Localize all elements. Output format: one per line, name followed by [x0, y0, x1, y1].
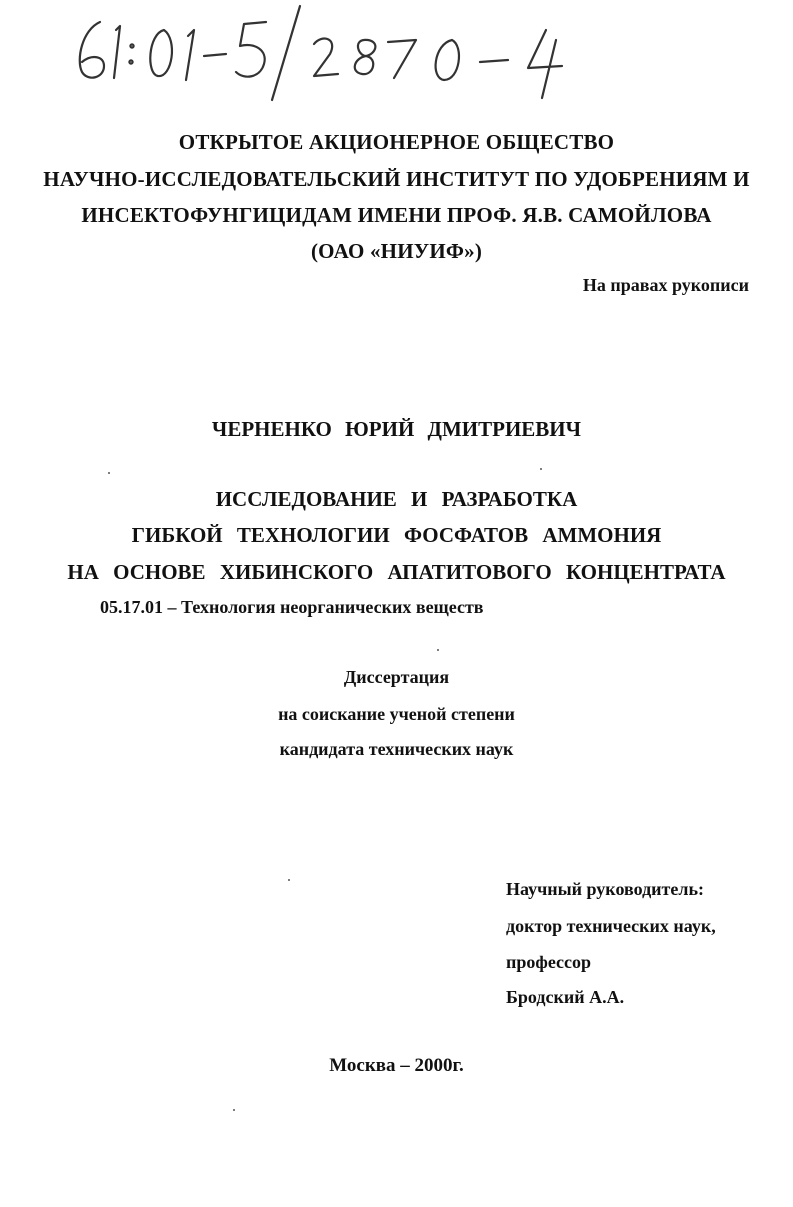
organization-line-3: ИНСЕКТОФУНГИЦИДАМ ИМЕНИ ПРОФ. Я.В. САМОЙЛОВА	[81, 203, 712, 227]
title-line-3: НА ОСНОВЕ ХИБИНСКОГО АПАТИТОВОГО КОНЦЕНТРАТА	[67, 560, 726, 584]
handwritten-archive-number	[68, 0, 688, 110]
place-and-year: Москва – 2000г.	[329, 1055, 464, 1076]
scan-speck	[233, 1109, 235, 1111]
dissertation-degree-line: на соискание ученой степени	[278, 704, 515, 724]
organization-abbreviation: (ОАО «НИУИФ»)	[310, 239, 483, 263]
title-line-2: ГИБКОЙ ТЕХНОЛОГИИ ФОСФАТОВ АММОНИЯ	[131, 523, 662, 547]
supervisor-label: Научный руководитель:	[506, 879, 704, 899]
supervisor-rank: профессор	[506, 952, 592, 972]
specialty-code: 05.17.01 – Технология неорганических веществ	[100, 597, 484, 617]
title-line-1: ИССЛЕДОВАНИЕ И РАЗРАБОТКА	[215, 487, 578, 511]
organization-line-2: НАУЧНО-ИССЛЕДОВАТЕЛЬСКИЙ ИНСТИТУТ ПО УДОБРЕНИЯМ И	[43, 167, 750, 191]
organization-line-1: ОТКРЫТОЕ АКЦИОНЕРНОЕ ОБЩЕСТВО	[178, 130, 615, 154]
author-name: ЧЕРНЕНКО ЮРИЙ ДМИТРИЕВИЧ	[211, 417, 582, 441]
manuscript-note: На правах рукописи	[582, 275, 749, 295]
dissertation-field-line: кандидата технических наук	[279, 739, 514, 759]
scan-speck	[437, 649, 439, 651]
scan-speck	[108, 472, 110, 474]
supervisor-name: Бродский А.А.	[506, 987, 625, 1007]
scan-speck	[288, 879, 290, 881]
scan-speck	[540, 468, 542, 470]
dissertation-label: Диссертация	[343, 667, 450, 687]
supervisor-degree: доктор технических наук,	[506, 916, 716, 936]
